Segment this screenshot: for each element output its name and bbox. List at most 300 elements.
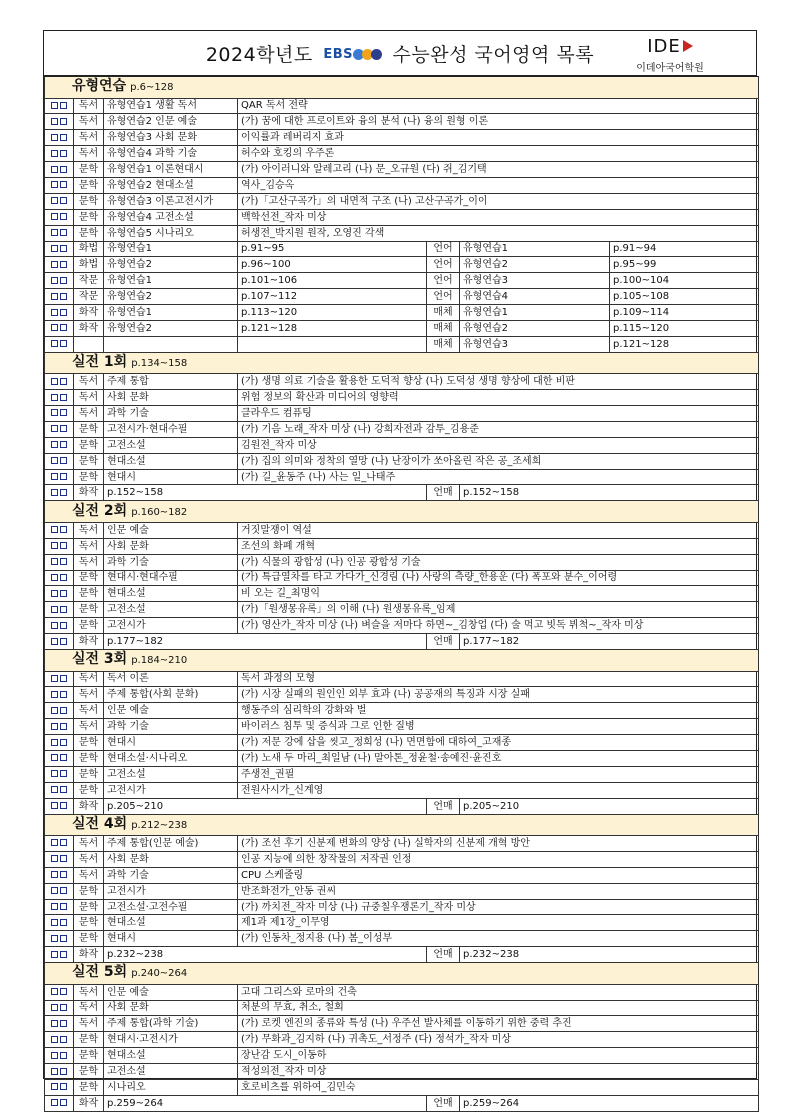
content-cell: CPU 스케줄링	[238, 867, 759, 883]
checkbox-cell	[45, 602, 74, 618]
checkbox-1[interactable]	[51, 340, 58, 347]
content-cell: 허수와 호킹의 우주론	[238, 146, 759, 162]
unit2-cell: 유형연습3	[460, 273, 610, 289]
content-cell: 바이러스 침투 및 증식과 그로 인한 질병	[238, 719, 759, 735]
unit-cell: 주제 통합(인문 예술)	[104, 836, 238, 852]
checkbox-cell	[45, 162, 74, 178]
table-row	[45, 1016, 759, 1032]
checkbox-1[interactable]	[51, 229, 58, 236]
checkbox-1[interactable]	[51, 542, 58, 549]
table-row	[45, 899, 759, 915]
unit-cell: 고전소설	[104, 602, 238, 618]
content-cell: 김원전_작자 미상	[238, 437, 759, 453]
checkbox-2[interactable]	[60, 574, 67, 581]
unit-cell: 유형연습2	[104, 289, 238, 305]
subject-cell: 독서	[74, 687, 104, 703]
checkbox-2[interactable]	[60, 638, 67, 645]
unit-cell: 고전시가	[104, 618, 238, 634]
checkbox-2[interactable]	[60, 606, 67, 613]
checkbox-2[interactable]	[60, 723, 67, 730]
unit2-cell: 유형연습1	[460, 305, 610, 321]
subject-cell: 화작	[74, 634, 104, 650]
unit-cell	[104, 336, 238, 352]
unit-cell: 주제 통합(사회 문화)	[104, 687, 238, 703]
checkbox-2[interactable]	[60, 394, 67, 401]
checkbox-2[interactable]	[60, 409, 67, 416]
table-row	[45, 602, 759, 618]
checkbox-2[interactable]	[60, 181, 67, 188]
pages-cell: p.113~120	[238, 305, 427, 321]
academy-logo	[628, 36, 712, 74]
table-row	[45, 98, 759, 114]
checkbox-2[interactable]	[60, 839, 67, 846]
checkbox-1[interactable]	[51, 951, 58, 958]
subject2-cell: 언어	[427, 273, 460, 289]
checkbox-1[interactable]	[51, 309, 58, 316]
checkbox-2[interactable]	[60, 675, 67, 682]
checkbox-cell	[45, 241, 74, 257]
checkbox-1[interactable]	[51, 181, 58, 188]
checkbox-1[interactable]	[51, 786, 58, 793]
unit2-cell: 유형연습3	[460, 336, 610, 352]
checkbox-2[interactable]	[60, 739, 67, 746]
checkbox-1[interactable]	[51, 919, 58, 926]
pages2-cell: p.95~99	[610, 257, 759, 273]
checkbox-cell	[45, 1095, 74, 1111]
checkbox-2[interactable]	[60, 622, 67, 629]
checkbox-cell	[45, 586, 74, 602]
subject-cell: 문학	[74, 193, 104, 209]
checkbox-2[interactable]	[60, 871, 67, 878]
checkbox-1[interactable]	[51, 675, 58, 682]
content-cell: (가) 식물의 광합성 (나) 인공 광합성 기술	[238, 554, 759, 570]
unit-cell: 현대시	[104, 735, 238, 751]
checkbox-cell	[45, 618, 74, 634]
content-cell: (가) 영산가_작자 미상 (나) 벼슬을 저마다 하면~_김창업 (다) 술 먹고 빗독 뷔척~_작자 미상	[238, 618, 759, 634]
checkbox-1[interactable]	[51, 473, 58, 480]
subject-cell: 문학	[74, 735, 104, 751]
checkbox-2[interactable]	[60, 425, 67, 432]
subject-cell: 독서	[74, 703, 104, 719]
subject-cell: 작문	[74, 273, 104, 289]
content-cell: (가) 저문 강에 삽을 씻고_정희성 (나) 면면함에 대하여_고재종	[238, 735, 759, 751]
checkbox-cell	[45, 867, 74, 883]
checkbox-2[interactable]	[60, 213, 67, 220]
table-row	[45, 782, 759, 798]
checkbox-1[interactable]	[51, 638, 58, 645]
content-cell: 이익률과 레버리지 효과	[238, 130, 759, 146]
subject-cell: 문학	[74, 453, 104, 469]
play-arrow-icon	[683, 40, 693, 52]
unit-cell: 고전시가·현대수필	[104, 421, 238, 437]
checkbox-2[interactable]	[60, 473, 67, 480]
checkbox-1[interactable]	[51, 558, 58, 565]
unit2-cell: 유형연습2	[460, 257, 610, 273]
checkbox-2[interactable]	[60, 324, 67, 331]
ebs-logo-text: EBS	[323, 46, 353, 62]
unit-cell: 현대시	[104, 469, 238, 485]
subject-cell: 화작	[74, 320, 104, 336]
checkbox-cell	[45, 1064, 74, 1080]
section-header-cell	[45, 352, 759, 374]
content-cell: 반조화전가_안동 권씨	[238, 883, 759, 899]
unit-cell: 유형연습2 인문 예술	[104, 114, 238, 130]
checkbox-2[interactable]	[60, 786, 67, 793]
checkbox-cell	[45, 766, 74, 782]
content-cell: 독서 과정의 모형	[238, 671, 759, 687]
unit-cell: 유형연습3 이론고전시가	[104, 193, 238, 209]
pages2-cell: p.105~108	[610, 289, 759, 305]
section-page-range: p.184~210	[131, 655, 188, 667]
unit-cell: 현대소설	[104, 586, 238, 602]
pages2-cell: p.177~182	[460, 634, 759, 650]
subject2-cell: 언매	[427, 485, 460, 501]
checkbox-cell	[45, 538, 74, 554]
checkbox-1[interactable]	[51, 691, 58, 698]
content-cell: 행동주의 심리학의 강화와 벌	[238, 703, 759, 719]
table-row	[45, 1079, 759, 1095]
checkbox-1[interactable]	[51, 622, 58, 629]
checkbox-1[interactable]	[51, 1020, 58, 1027]
content-cell: 전원사시가_신계영	[238, 782, 759, 798]
subject-cell: 문학	[74, 586, 104, 602]
subject-cell: 독서	[74, 836, 104, 852]
subject-cell: 문학	[74, 915, 104, 931]
subject-cell: 독서	[74, 98, 104, 114]
unit-cell: 고전소설	[104, 1064, 238, 1080]
subject-cell: 문학	[74, 437, 104, 453]
checkbox-2[interactable]	[60, 309, 67, 316]
content-cell: 비 오는 길_최명익	[238, 586, 759, 602]
subject-cell: 독서	[74, 671, 104, 687]
checkbox-1[interactable]	[51, 574, 58, 581]
checkbox-1[interactable]	[51, 903, 58, 910]
content-cell: (가) 생명 의료 기술을 활용한 도덕적 향상 (나) 도덕성 생명 향상에 대한 비판	[238, 374, 759, 390]
checkbox-2[interactable]	[60, 1099, 67, 1106]
subject-cell: 독서	[74, 522, 104, 538]
checkbox-2[interactable]	[60, 150, 67, 157]
subject-cell: 화작	[74, 798, 104, 814]
table-row	[45, 453, 759, 469]
section-header	[45, 814, 759, 836]
subject-cell: 화법	[74, 257, 104, 273]
checkbox-1[interactable]	[51, 441, 58, 448]
checkbox-2[interactable]	[60, 855, 67, 862]
subject-cell: 문학	[74, 931, 104, 947]
checkbox-2[interactable]	[60, 770, 67, 777]
pages2-cell: p.121~128	[610, 336, 759, 352]
checkbox-cell	[45, 836, 74, 852]
checkbox-cell	[45, 947, 74, 963]
subject-cell: 문학	[74, 1032, 104, 1048]
checkbox-2[interactable]	[60, 542, 67, 549]
table-row	[45, 915, 759, 931]
checkbox-2[interactable]	[60, 526, 67, 533]
unit-cell: 인문 예술	[104, 703, 238, 719]
subject-cell: 문학	[74, 782, 104, 798]
checkbox-cell	[45, 798, 74, 814]
checkbox-2[interactable]	[60, 166, 67, 173]
unit-cell: 고전소설·고전수필	[104, 899, 238, 915]
checkbox-cell	[45, 177, 74, 193]
checkbox-2[interactable]	[60, 802, 67, 809]
pages-cell: p.177~182	[104, 634, 427, 650]
table-row	[45, 320, 759, 336]
unit-cell: 현대시·현대수필	[104, 570, 238, 586]
subject-cell: 독서	[74, 114, 104, 130]
unit-cell: 유형연습1	[104, 273, 238, 289]
content-cell: 거짓말쟁이 역설	[238, 522, 759, 538]
checkbox-1[interactable]	[51, 707, 58, 714]
checkbox-1[interactable]	[51, 1004, 58, 1011]
checkbox-cell	[45, 305, 74, 321]
pages2-cell: p.109~114	[610, 305, 759, 321]
checkbox-1[interactable]	[51, 871, 58, 878]
checkbox-1[interactable]	[51, 1052, 58, 1059]
checkbox-1[interactable]	[51, 102, 58, 109]
checkbox-1[interactable]	[51, 839, 58, 846]
pages-cell: p.232~238	[104, 947, 427, 963]
checkbox-cell	[45, 453, 74, 469]
checkbox-cell	[45, 390, 74, 406]
checkbox-2[interactable]	[60, 1052, 67, 1059]
table-row	[45, 241, 759, 257]
checkbox-2[interactable]	[60, 590, 67, 597]
table-row	[45, 867, 759, 883]
content-cell: (가)「고산구곡가」의 내면적 구조 (나) 고산구곡가_이이	[238, 193, 759, 209]
content-cell: (가) 로켓 엔진의 종류와 특성 (나) 우주선 발사체를 이동하기 위한 중력 추진	[238, 1016, 759, 1032]
checkbox-cell	[45, 750, 74, 766]
academy-logo-letters: IDE	[647, 35, 681, 57]
subject-cell: 독서	[74, 851, 104, 867]
table-row	[45, 538, 759, 554]
table-row	[45, 390, 759, 406]
content-cell: (가) 특급열차를 타고 가다가_신경림 (나) 사랑의 측량_한용운 (다) 폭포와 분수_이어령	[238, 570, 759, 586]
checkbox-2[interactable]	[60, 903, 67, 910]
checkbox-2[interactable]	[60, 197, 67, 204]
checkbox-1[interactable]	[51, 935, 58, 942]
checkbox-2[interactable]	[60, 489, 67, 496]
content-cell: 조선의 화폐 개혁	[238, 538, 759, 554]
checkbox-cell	[45, 899, 74, 915]
content-cell: 장난감 도시_이동하	[238, 1048, 759, 1064]
checkbox-2[interactable]	[60, 457, 67, 464]
checkbox-1[interactable]	[51, 590, 58, 597]
pages-cell: p.107~112	[238, 289, 427, 305]
content-cell: 위험 정보의 확산과 미디어의 영향력	[238, 390, 759, 406]
section-title: 실전 5회	[72, 964, 128, 981]
section-page-range: p.160~182	[131, 506, 188, 518]
content-cell: (가) 까치전_작자 미상 (나) 규중칠우쟁론기_작자 미상	[238, 899, 759, 915]
subject2-cell: 언어	[427, 289, 460, 305]
content-cell: (가) 인동차_정지용 (나) 봄_이성부	[238, 931, 759, 947]
unit-cell: 인문 예술	[104, 522, 238, 538]
checkbox-1[interactable]	[51, 394, 58, 401]
toc-page	[43, 30, 757, 1109]
table-row	[45, 289, 759, 305]
subject2-cell: 언매	[427, 798, 460, 814]
table-row	[45, 406, 759, 422]
table-row	[45, 1000, 759, 1016]
checkbox-1[interactable]	[51, 166, 58, 173]
content-cell: 처분의 무효, 취소, 철회	[238, 1000, 759, 1016]
checkbox-1[interactable]	[51, 457, 58, 464]
checkbox-1[interactable]	[51, 1083, 58, 1090]
checkbox-2[interactable]	[60, 558, 67, 565]
checkbox-1[interactable]	[51, 1036, 58, 1043]
content-cell: 역사_김승옥	[238, 177, 759, 193]
checkbox-1[interactable]	[51, 425, 58, 432]
checkbox-1[interactable]	[51, 213, 58, 220]
checkbox-1[interactable]	[51, 118, 58, 125]
unit-cell: 현대시	[104, 931, 238, 947]
checkbox-2[interactable]	[60, 340, 67, 347]
subject2-cell: 언매	[427, 1095, 460, 1111]
pages-cell: p.205~210	[104, 798, 427, 814]
checkbox-1[interactable]	[51, 526, 58, 533]
content-cell: (가) 길_윤동주 (나) 사는 일_나태주	[238, 469, 759, 485]
checkbox-1[interactable]	[51, 277, 58, 284]
section-header	[45, 352, 759, 374]
checkbox-2[interactable]	[60, 441, 67, 448]
table-row	[45, 984, 759, 1000]
checkbox-cell	[45, 570, 74, 586]
checkbox-2[interactable]	[60, 261, 67, 268]
checkbox-2[interactable]	[60, 951, 67, 958]
checkbox-1[interactable]	[51, 197, 58, 204]
table-row	[45, 1064, 759, 1080]
checkbox-cell	[45, 984, 74, 1000]
content-cell: (가) 시장 실패의 원인인 외부 효과 (나) 공공재의 특징과 시장 실패	[238, 687, 759, 703]
content-cell: (가) 꿈에 대한 프로이트와 융의 분석 (나) 융의 원형 이론	[238, 114, 759, 130]
subject2-cell: 매체	[427, 336, 460, 352]
subject2-cell: 언매	[427, 634, 460, 650]
checkbox-2[interactable]	[60, 935, 67, 942]
checkbox-2[interactable]	[60, 754, 67, 761]
checkbox-2[interactable]	[60, 245, 67, 252]
checkbox-1[interactable]	[51, 754, 58, 761]
checkbox-cell	[45, 1016, 74, 1032]
checkbox-2[interactable]	[60, 102, 67, 109]
table-row	[45, 586, 759, 602]
checkbox-2[interactable]	[60, 1083, 67, 1090]
checkbox-1[interactable]	[51, 1068, 58, 1075]
checkbox-1[interactable]	[51, 293, 58, 300]
table-row	[45, 836, 759, 852]
academy-name: 이데아국어학원	[636, 63, 704, 74]
table-row	[45, 719, 759, 735]
checkbox-2[interactable]	[60, 134, 67, 141]
unit-cell: 유형연습3 사회 문화	[104, 130, 238, 146]
checkbox-1[interactable]	[51, 802, 58, 809]
checkbox-2[interactable]	[60, 293, 67, 300]
checkbox-1[interactable]	[51, 770, 58, 777]
checkbox-2[interactable]	[60, 229, 67, 236]
checkbox-cell	[45, 1032, 74, 1048]
subject2-cell: 매체	[427, 320, 460, 336]
table-row	[45, 162, 759, 178]
table-row	[45, 883, 759, 899]
table-row	[45, 851, 759, 867]
content-cell: (가) 집의 의미와 정착의 열망 (나) 난장이가 쏘아올린 작은 공_조세희	[238, 453, 759, 469]
checkbox-2[interactable]	[60, 1068, 67, 1075]
section-title: 실전 3회	[72, 651, 128, 668]
checkbox-2[interactable]	[60, 887, 67, 894]
content-cell: (가) 기음 노래_작자 미상 (나) 강희자전과 감투_김용준	[238, 421, 759, 437]
checkbox-2[interactable]	[60, 919, 67, 926]
checkbox-1[interactable]	[51, 1099, 58, 1106]
checkbox-1[interactable]	[51, 261, 58, 268]
unit-cell: 유형연습2 현대소설	[104, 177, 238, 193]
checkbox-1[interactable]	[51, 134, 58, 141]
subject-cell: 작문	[74, 289, 104, 305]
page-header	[44, 31, 756, 76]
table-row	[45, 336, 759, 352]
unit-cell: 유형연습2	[104, 320, 238, 336]
checkbox-1[interactable]	[51, 245, 58, 252]
checkbox-1[interactable]	[51, 489, 58, 496]
section-header-cell	[45, 501, 759, 523]
checkbox-1[interactable]	[51, 855, 58, 862]
checkbox-2[interactable]	[60, 378, 67, 385]
checkbox-cell	[45, 336, 74, 352]
unit-cell: 현대시·고전시가	[104, 1032, 238, 1048]
checkbox-1[interactable]	[51, 887, 58, 894]
checkbox-cell	[45, 782, 74, 798]
checkbox-1[interactable]	[51, 723, 58, 730]
table-row	[45, 1095, 759, 1111]
unit-cell: 현대소설·시나리오	[104, 750, 238, 766]
content-cell: 클라우드 컴퓨팅	[238, 406, 759, 422]
checkbox-cell	[45, 931, 74, 947]
subject-cell: 문학	[74, 177, 104, 193]
checkbox-2[interactable]	[60, 277, 67, 284]
checkbox-1[interactable]	[51, 324, 58, 331]
checkbox-1[interactable]	[51, 739, 58, 746]
checkbox-2[interactable]	[60, 988, 67, 995]
unit-cell: 시나리오	[104, 1079, 238, 1095]
checkbox-2[interactable]	[60, 1020, 67, 1027]
table-row	[45, 130, 759, 146]
checkbox-cell	[45, 522, 74, 538]
content-cell: (가) 무화과_김지하 (나) 귀촉도_서정주 (다) 정석가_작자 미상	[238, 1032, 759, 1048]
unit-cell: 사회 문화	[104, 1000, 238, 1016]
checkbox-1[interactable]	[51, 150, 58, 157]
content-cell: 고대 그리스와 로마의 건축	[238, 984, 759, 1000]
ebs-logo	[323, 47, 382, 62]
checkbox-cell	[45, 735, 74, 751]
checkbox-1[interactable]	[51, 988, 58, 995]
checkbox-cell	[45, 406, 74, 422]
pages2-cell: p.232~238	[460, 947, 759, 963]
checkbox-2[interactable]	[60, 1036, 67, 1043]
checkbox-1[interactable]	[51, 606, 58, 613]
unit-cell: 주제 통합(과학 기술)	[104, 1016, 238, 1032]
checkbox-1[interactable]	[51, 409, 58, 416]
checkbox-2[interactable]	[60, 118, 67, 125]
table-row	[45, 687, 759, 703]
unit-cell: 현대소설	[104, 915, 238, 931]
checkbox-1[interactable]	[51, 378, 58, 385]
unit-cell: 현대소설	[104, 1048, 238, 1064]
unit-cell: 과학 기술	[104, 554, 238, 570]
unit-cell: 고전소설	[104, 766, 238, 782]
checkbox-2[interactable]	[60, 1004, 67, 1011]
subject-cell: 화작	[74, 1095, 104, 1111]
checkbox-2[interactable]	[60, 691, 67, 698]
pages2-cell: p.152~158	[460, 485, 759, 501]
checkbox-2[interactable]	[60, 707, 67, 714]
